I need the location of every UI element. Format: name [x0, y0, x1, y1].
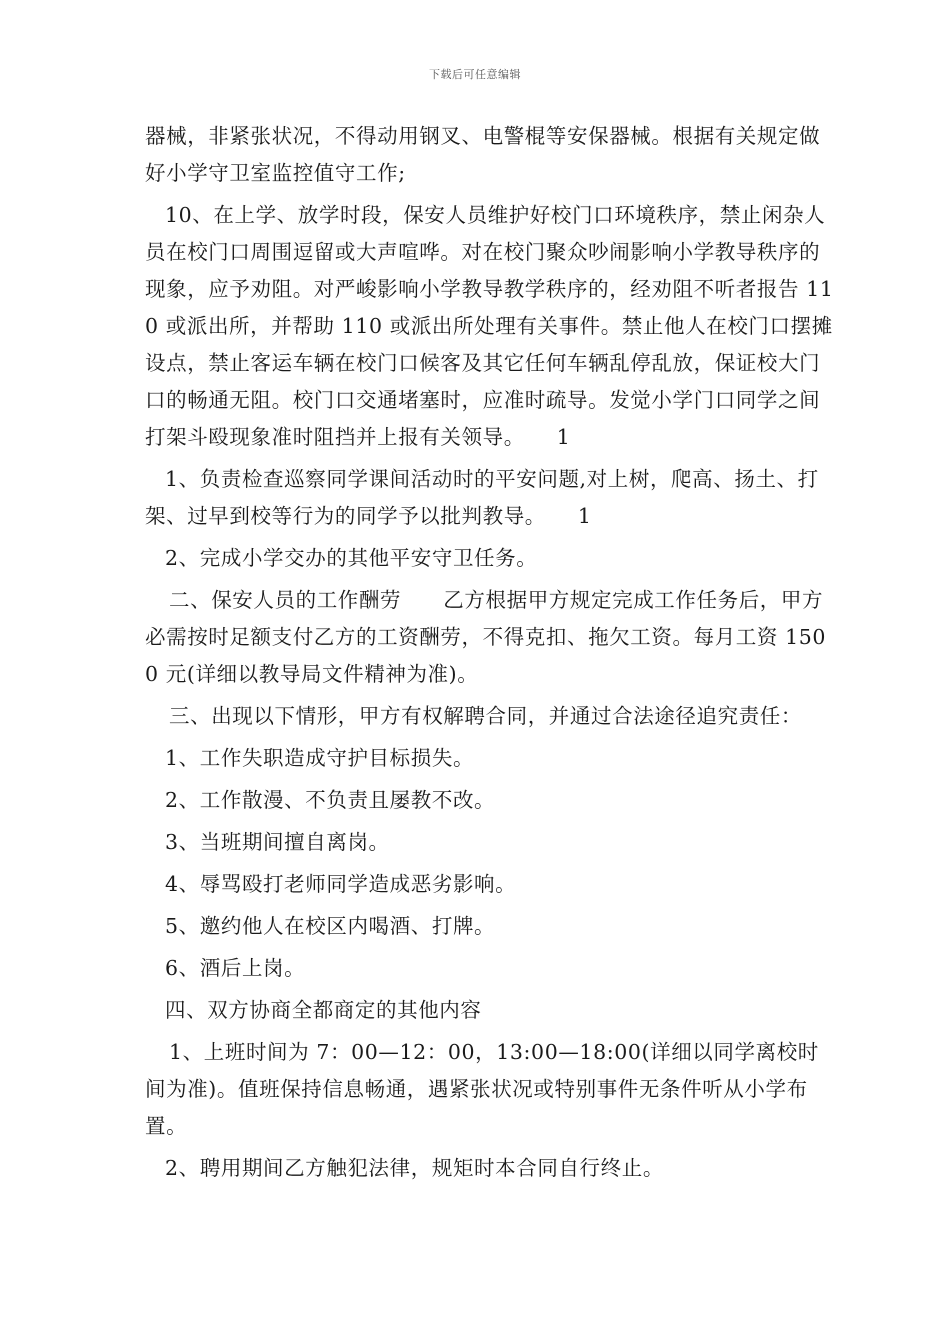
paragraph: 2、聘用期间乙方触犯法律，规矩时本合同自行终止。 [165, 1156, 664, 1180]
paragraph: 4、辱骂殴打老师同学造成恶劣影响。 [165, 872, 517, 896]
paragraph: 6、酒后上岗。 [165, 956, 306, 980]
paragraph: 2、完成小学交办的其他平安守卫任务。 [165, 546, 538, 570]
page-header: 下载后可任意编辑 [429, 68, 521, 81]
paragraph: 四、双方协商全都商定的其他内容 [165, 998, 482, 1022]
paragraph: 1、负责检查巡察同学课间活动时的平安问题,对上树，爬高、扬土、打架、过早到校等行为的同学予以批判教导。 1 [145, 467, 819, 528]
paragraph: 二、保安人员的工作酬劳 乙方根据甲方规定完成工作任务后，甲方必需按时足额支付乙方的工资酬劳，不得克扣、拖欠工资。每月工资 1500 元(详细以教导局文件精神为准)。 [145, 588, 827, 686]
paragraph: 1、上班时间为 7：00—12：00，13:00—18:00(详细以同学离校时间为准)。值班保持信息畅通，遇紧张状况或特别事件无条件听从小学布置。 [145, 1040, 819, 1138]
paragraph: 器械，非紧张状况，不得动用钢叉、电警棍等安保器械。根据有关规定做好小学守卫室监控值守工作; [145, 124, 821, 185]
paragraph: 2、工作散漫、不负责且屡教不改。 [165, 788, 496, 812]
document-body [145, 118, 835, 1187]
paragraph: 1、工作失职造成守护目标损失。 [165, 746, 475, 770]
paragraph: 10、在上学、放学时段，保安人员维护好校门口环境秩序，禁止闲杂人员在校门口周围逗留或大声喧哗。对在校门聚众吵闹影响小学教导秩序的现象，应予劝阻。对严峻影响小学教导教学秩序的，经劝阻不听者报告 110 或派出所，并帮助 110 或派出所处理有关事件。禁止他人在校门口摆摊设点，禁止客运车辆在校门口候客及其它任何车辆乱停乱放，保证校大门口的畅通无阻。校门口交通堵塞时，应准时疏导。发觉小学门口同学之间打架斗殴现象准时阻挡并上报有关领导。 1 [145, 203, 834, 449]
paragraph: 3、当班期间擅自离岗。 [165, 830, 390, 854]
paragraph: 三、出现以下情形，甲方有权解聘合同，并通过合法途径追究责任： [169, 704, 802, 728]
paragraph: 5、邀约他人在校区内喝酒、打牌。 [165, 914, 496, 938]
